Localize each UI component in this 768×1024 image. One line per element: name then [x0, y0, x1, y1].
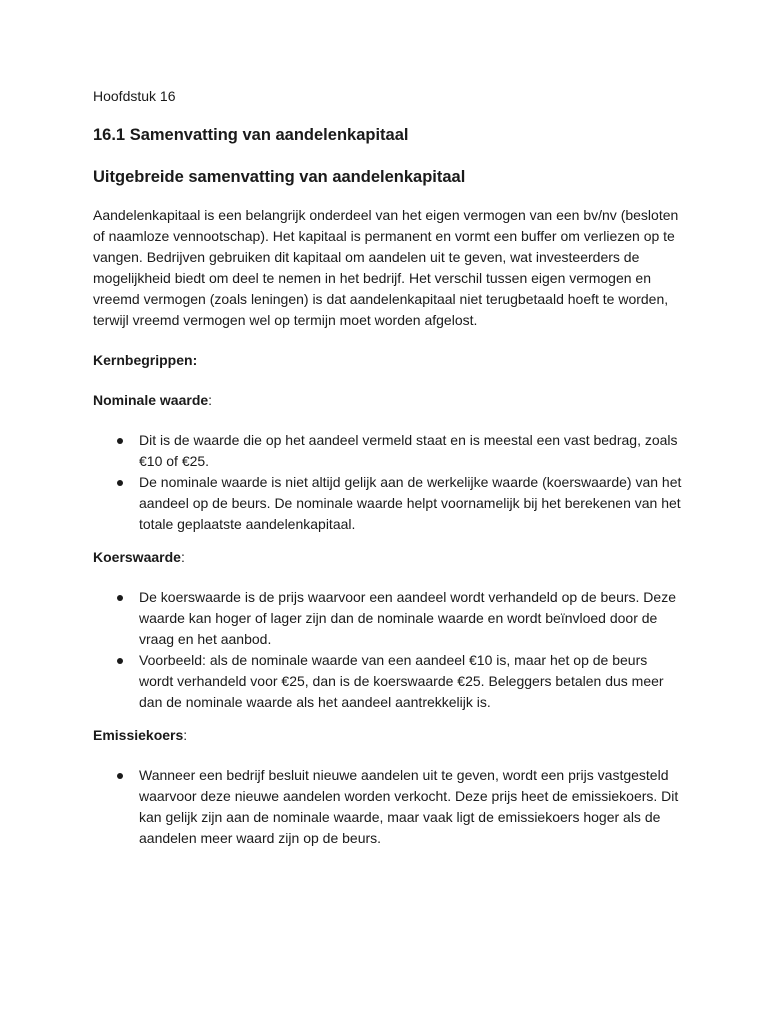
- term-name: Koerswaarde: [93, 549, 181, 565]
- term-heading-koerswaarde: [93, 547, 683, 568]
- list-item-text: Wanneer een bedrijf besluit nieuwe aandelen uit te geven, wordt een prijs vastgesteld waarvoor deze nieuwe aandelen worden verkocht. Deze prijs heet de emissiekoers. Dit kan gelijk zijn aan de nominale waarde, maar vaak ligt de emissiekoers hoger als de aandelen meer waard zijn op de beurs.: [139, 767, 679, 846]
- bullet-icon: [117, 480, 123, 486]
- list-item: [139, 472, 683, 535]
- bullet-icon: [117, 438, 123, 444]
- term-heading-nominale-waarde: [93, 390, 683, 411]
- section-title: 16.1 Samenvatting van aandelenkapitaal: [93, 126, 409, 144]
- list-item: [139, 430, 683, 472]
- term-name: Emissiekoers: [93, 727, 184, 743]
- chapter-label: Hoofdstuk 16: [93, 88, 176, 104]
- list-item-text: De koerswaarde is de prijs waarvoor een aandeel wordt verhandeld op de beurs. Deze waarde kan hoger of lager zijn dan de nominale waarde en wordt beïnvloed door de vraag en het aanbod.: [139, 589, 676, 647]
- list-item: [139, 765, 683, 849]
- key-concepts-heading: [93, 350, 683, 371]
- term-bullets-nominale-waarde: [93, 430, 683, 535]
- subsection-title: Uitgebreide samenvatting van aandelenkapitaal: [93, 168, 466, 186]
- bullet-icon: [117, 658, 123, 664]
- term-bullets-koerswaarde: [93, 587, 683, 713]
- document-page: [93, 86, 683, 861]
- bullet-icon: [117, 595, 123, 601]
- term-name: Nominale waarde: [93, 392, 209, 408]
- list-item-text: Dit is de waarde die op het aandeel vermeld staat en is meestal een vast bedrag, zoals €10 of €25.: [139, 432, 678, 469]
- list-item: [139, 587, 683, 650]
- list-item-text: De nominale waarde is niet altijd gelijk aan de werkelijke waarde (koerswaarde) van het aandeel op de beurs. De nominale waarde helpt voornamelijk bij het berekenen van het totale geplaatste aandelenkapitaal.: [139, 474, 682, 532]
- term-suffix: :: [180, 549, 185, 565]
- list-item-text: Voorbeeld: als de nominale waarde van een aandeel €10 is, maar het op de beurs wordt verhandeld voor €25, dan is de koerswaarde €25. Beleggers betalen dus meer dan de nominale waarde als het aandeel aantrekkelijk is.: [139, 652, 664, 710]
- term-bullets-emissiekoers: [93, 765, 683, 849]
- key-concepts-label: Kernbegrippen:: [93, 352, 198, 368]
- term-suffix: :: [183, 727, 188, 743]
- term-suffix: :: [208, 392, 213, 408]
- term-heading-emissiekoers: [93, 725, 683, 746]
- list-item: [139, 650, 683, 713]
- intro-paragraph: Aandelenkapitaal is een belangrijk onderdeel van het eigen vermogen van een bv/nv (besloten of naamloze vennootschap). Het kapitaal is permanent en vormt een buffer om verliezen op te vangen. Bedrijven gebruiken dit kapitaal om aandelen uit te geven, wat investeerders de mogelijkheid biedt om deel te nemen in het bedrijf. Het verschil tussen eigen vermogen en vreemd vermogen (zoals leningen) is dat aandelenkapitaal niet terugbetaald hoeft te worden, terwijl vreemd vermogen wel op termijn moet worden afgelost.: [93, 207, 679, 328]
- bullet-icon: [117, 773, 123, 779]
